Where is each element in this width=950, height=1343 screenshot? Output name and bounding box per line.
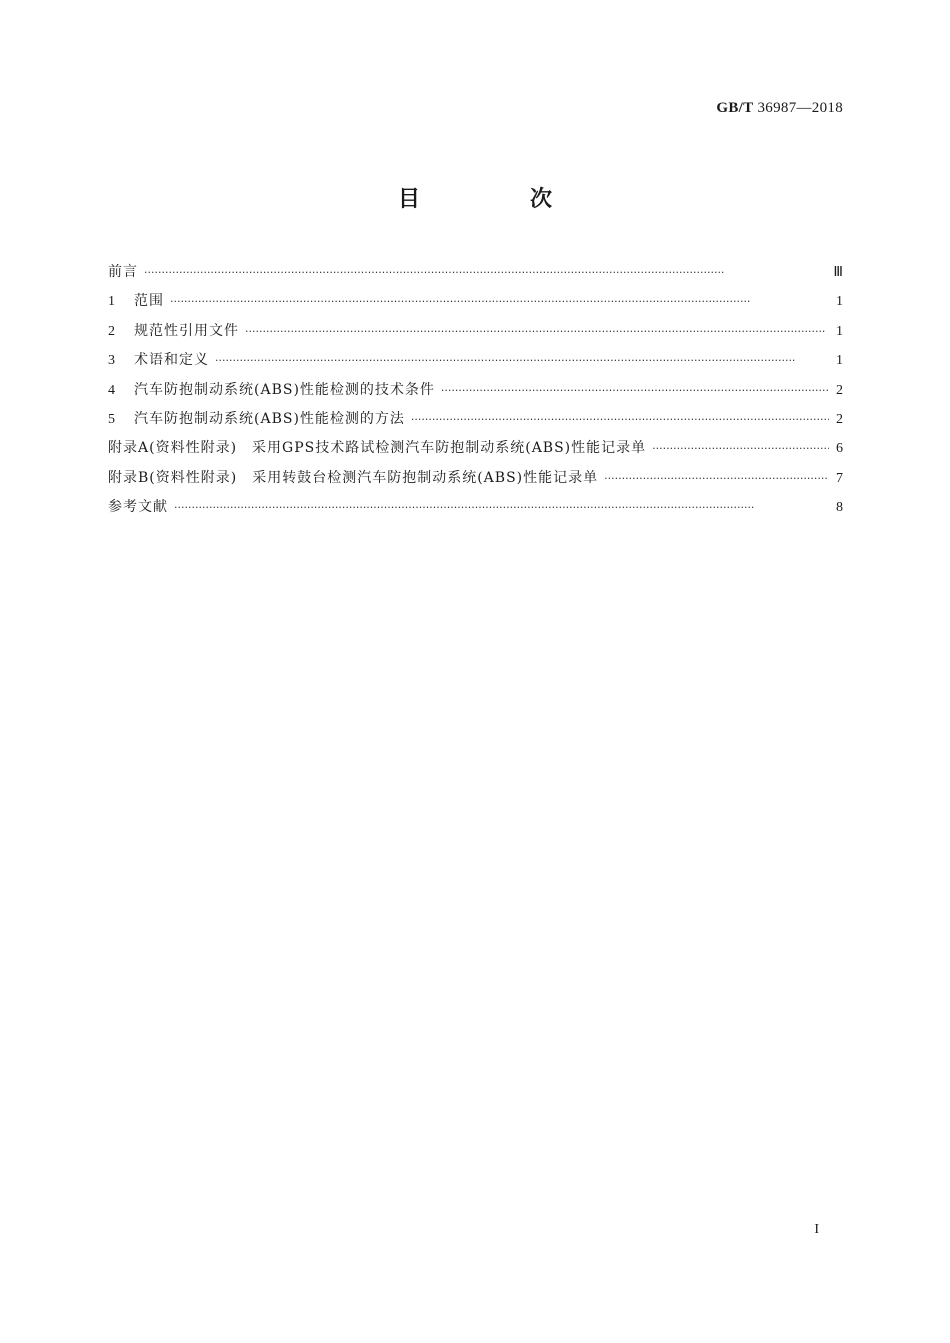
toc-entry-bibliography[interactable] [108, 493, 843, 522]
toc-dot-leader [144, 258, 827, 287]
toc-dot-leader [604, 464, 829, 493]
toc-entry-label: 附录B(资料性附录) 采用转鼓台检测汽车防抱制动系统(ABS)性能记录单 [108, 469, 599, 486]
table-of-contents [108, 258, 843, 523]
toc-entry-page: 7 [836, 470, 843, 486]
page-title: 目 次 [397, 187, 596, 212]
toc-dot-leader [170, 287, 829, 316]
toc-dot-leader [215, 346, 829, 375]
toc-entry-label: 附录A(资料性附录) 采用GPS技术路试检测汽车防抱制动系统(ABS)性能记录单 [108, 440, 647, 457]
toc-dot-leader [652, 434, 829, 463]
toc-entry-page: 1 [836, 294, 843, 310]
toc-entry-terms[interactable] [108, 346, 843, 375]
toc-entry-page: 6 [836, 441, 843, 457]
toc-entry-page: 2 [836, 411, 843, 427]
toc-entry-page: 8 [836, 500, 843, 516]
toc-entry-scope[interactable] [108, 287, 843, 316]
toc-dot-leader [441, 376, 829, 405]
toc-entry-label: 规范性引用文件 [134, 322, 239, 339]
toc-entry-number: 4 [108, 382, 115, 398]
toc-entry-number: 1 [108, 294, 115, 310]
toc-entry-appendix-a[interactable] [108, 434, 843, 463]
toc-entry-page: 1 [836, 323, 843, 339]
toc-entry-page: 1 [836, 353, 843, 369]
toc-entry-normative-references[interactable] [108, 317, 843, 346]
toc-entry-foreword[interactable] [108, 258, 843, 287]
toc-entry-number: 2 [108, 323, 115, 339]
toc-entry-label: 范围 [134, 293, 164, 310]
toc-entry-number: 3 [108, 353, 115, 369]
page-number: I [814, 1222, 819, 1237]
toc-entry-label: 汽车防抱制动系统(ABS)性能检测的技术条件 [134, 381, 435, 398]
toc-entry-page: 2 [836, 382, 843, 398]
toc-dot-leader [411, 405, 829, 434]
toc-entry-label: 参考文献 [108, 499, 168, 516]
toc-entry-number: 5 [108, 411, 115, 427]
toc-entry-page: Ⅲ [833, 265, 843, 280]
standard-prefix: GB/T [716, 100, 754, 116]
toc-entry-appendix-b[interactable] [108, 464, 843, 493]
toc-entry-label: 前言 [108, 264, 138, 280]
toc-entry-label: 术语和定义 [134, 352, 209, 369]
standard-number: 36987—2018 [757, 100, 843, 116]
standard-code [716, 100, 843, 117]
toc-entry-methods[interactable] [108, 405, 843, 434]
toc-entry-technical-conditions[interactable] [108, 376, 843, 405]
toc-dot-leader [174, 493, 829, 522]
toc-entry-label: 汽车防抱制动系统(ABS)性能检测的方法 [134, 410, 405, 427]
toc-dot-leader [245, 317, 829, 346]
